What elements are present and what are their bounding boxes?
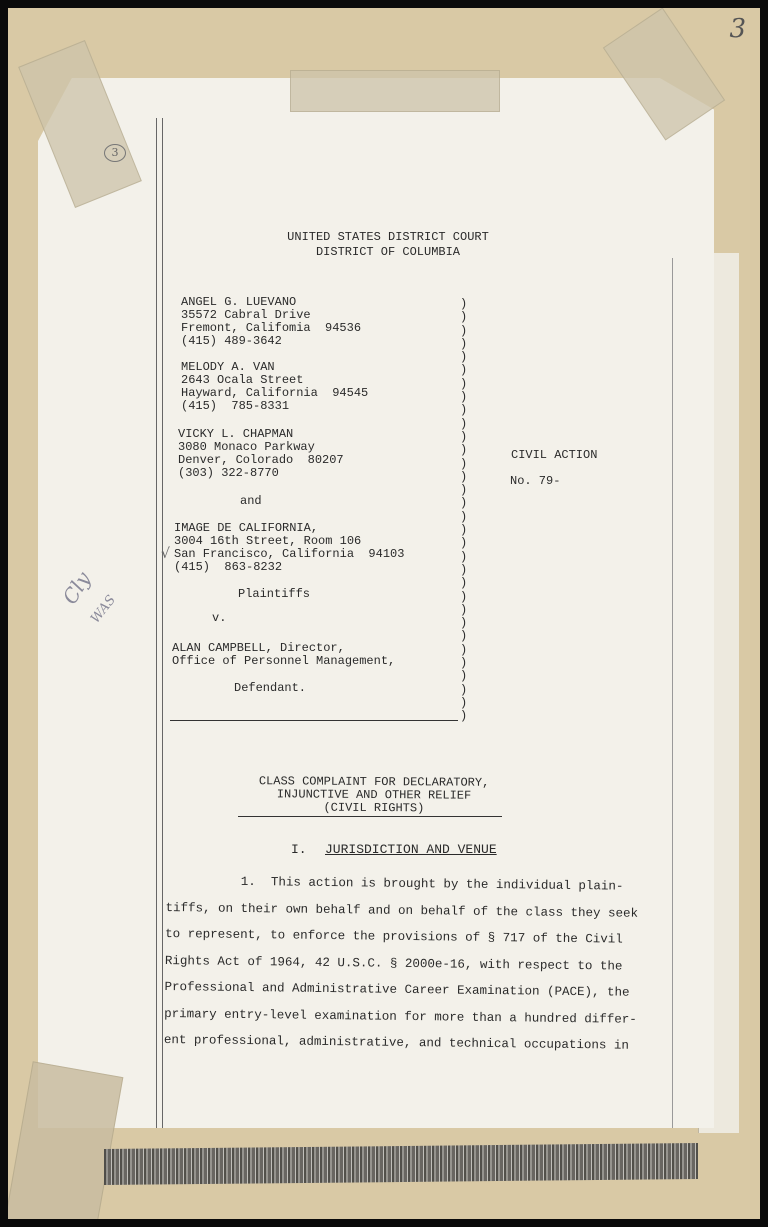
caption-underline bbox=[170, 720, 458, 721]
page-number: 3 bbox=[729, 14, 746, 44]
plaintiff-phone: (415) 863-8232 bbox=[174, 560, 283, 574]
handwritten-note: Cly bbox=[57, 567, 96, 609]
section-number: I. bbox=[291, 842, 307, 857]
defendant-block bbox=[172, 642, 395, 668]
defendant-name: ALAN CAMPBELL, Director, bbox=[172, 641, 345, 655]
plaintiffs-label: Plaintiffs bbox=[238, 587, 311, 601]
body-paragraph: 1. This action is brought by the individual plain- tiffs, on their own behalf and on behalf of the class they seek to represent, to enforce the provisions of § 717 of the Civil Rights Act of 1964, 42 U.S.C. § 2000e-16, with respect to the Professional and Administrative Career Examination (PACE), the primary entry-level examination for more than a hundred differ- ent professional, administrative, and technical occupations in bbox=[163, 873, 639, 1053]
defendant-office: Office of Personnel Management, bbox=[172, 654, 396, 668]
plaintiff-phone: (415) 785-8331 bbox=[181, 399, 290, 413]
margin-line-left bbox=[156, 118, 157, 1128]
tape-strip-top bbox=[290, 70, 500, 112]
margin-line-left-double bbox=[162, 118, 163, 1128]
plaintiff-city: San Francisco, California 94103 bbox=[174, 547, 405, 561]
plaintiff-block bbox=[174, 522, 404, 574]
plaintiff-street: 35572 Cabral Drive bbox=[181, 308, 311, 322]
plaintiff-name: ANGEL G. LUEVANO bbox=[181, 295, 297, 309]
title-underline bbox=[238, 816, 502, 817]
court-header bbox=[238, 230, 538, 260]
plaintiff-phone: (415) 489-3642 bbox=[181, 334, 282, 348]
circled-margin-note: 3 bbox=[104, 144, 126, 162]
plaintiff-phone: (303) 322-8770 bbox=[178, 466, 279, 480]
plaintiff-city: Fremont, Califomia 94536 bbox=[181, 321, 362, 335]
scan-artifact-shadow bbox=[104, 1134, 698, 1194]
plaintiff-name: MELODY A. VAN bbox=[181, 360, 275, 374]
complaint-title: CLASS COMPLAINT FOR DECLARATORY, INJUNCTIVE AND OTHER RELIEF (CIVIL RIGHTS) bbox=[258, 774, 490, 816]
caption-parentheses: ) ) ) ) ) ) ) ) ) ) ) ) ) ) ) ) ) ) ) ) ) ) ) ) ) ) ) ) ) ) ) ) bbox=[460, 297, 468, 724]
versus-label: v. bbox=[212, 611, 227, 625]
case-number: No. 79- bbox=[510, 474, 561, 488]
plaintiff-city: Hayward, California 94545 bbox=[181, 386, 369, 400]
court-name: UNITED STATES DISTRICT COURT bbox=[287, 230, 489, 244]
plaintiff-block bbox=[178, 428, 344, 480]
plaintiff-name: VICKY L. CHAPMAN bbox=[178, 427, 294, 441]
handwritten-note: WAS bbox=[88, 592, 119, 627]
defendant-label: Defendant. bbox=[234, 681, 307, 695]
plaintiff-street: 3080 Monaco Parkway bbox=[178, 440, 315, 454]
and-conjunction: and bbox=[240, 494, 262, 508]
tape-strip-bottom-left bbox=[8, 1061, 123, 1219]
plaintiff-city: Denver, Colorado 80207 bbox=[178, 453, 344, 467]
civil-action-label: CIVIL ACTION bbox=[511, 448, 598, 462]
court-district: DISTRICT OF COLUMBIA bbox=[315, 245, 461, 259]
plaintiff-street: 2643 Ocala Street bbox=[181, 373, 304, 387]
plaintiff-block bbox=[181, 361, 368, 413]
margin-line-right bbox=[672, 258, 673, 1128]
plaintiff-block bbox=[181, 296, 361, 348]
plaintiff-name: IMAGE DE CALIFORNIA, bbox=[174, 521, 319, 535]
check-mark-icon: √ bbox=[161, 546, 170, 562]
plaintiff-street: 3004 16th Street, Room 106 bbox=[174, 534, 362, 548]
section-title: JURISDICTION AND VENUE bbox=[325, 842, 497, 857]
scanned-document-board bbox=[8, 8, 760, 1219]
